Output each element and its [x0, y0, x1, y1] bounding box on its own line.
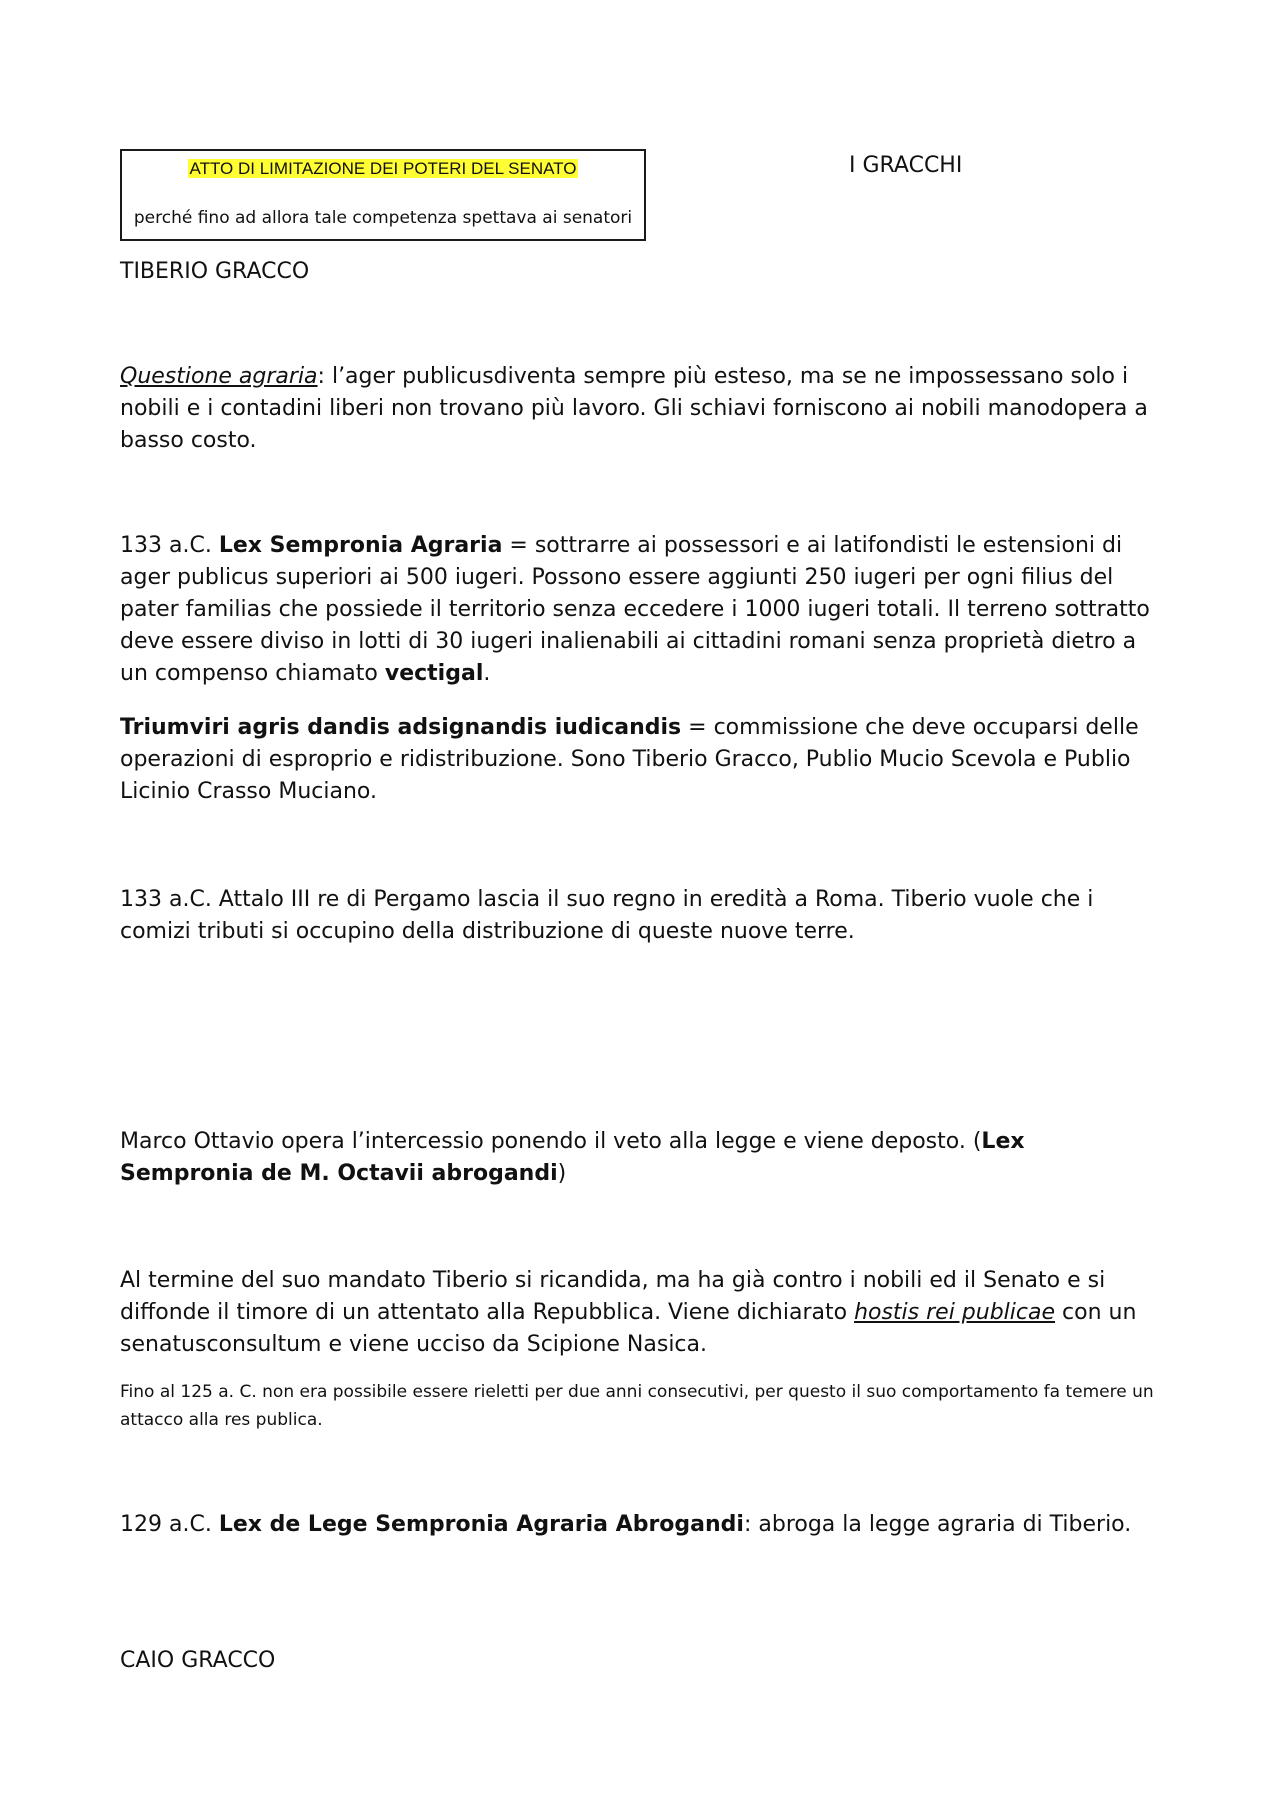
senate-note-box — [120, 149, 646, 241]
paragraph-attalo: 133 a.C. Attalo III re di Pergamo lascia il suo regno in eredità a Roma. Tiberio vuole che i comizi tributi si occupino della distribuzione di queste nuove terre. — [120, 887, 1094, 944]
law-name: Lex de Lege Sempronia Agraria Abrogandi — [218, 1512, 744, 1537]
page-title: I GRACCHI — [849, 153, 963, 178]
section-heading-tiberio: TIBERIO GRACCO — [120, 259, 310, 284]
note-heading-highlight: ATTO DI LIMITAZIONE DEI POTERI DEL SENATO — [189, 159, 577, 178]
term-triumviri: Triumviri agris dandis adsignandis iudicandis — [120, 715, 682, 740]
term-questione-agraria: Questione agraria — [120, 364, 318, 389]
paragraph-lex-abrogandi — [120, 1509, 1160, 1541]
paragraph-text: Marco Ottavio opera l’intercessio ponendo il veto alla legge e viene deposto. ( — [120, 1129, 982, 1154]
paragraph-text-end: con un senatusconsultum e viene ucciso da Scipione Nasica. — [120, 1300, 1137, 1357]
note-heading — [122, 158, 644, 180]
term-vectigal: vectigal — [384, 661, 484, 686]
paragraph-questione-agraria — [120, 361, 1160, 457]
section-heading-caio: CAIO GRACCO — [120, 1648, 276, 1673]
paragraph-text: = commissione che deve occuparsi delle operazioni di esproprio e ridistribuzione. Sono Tiberio Gracco, Publio Mucio Scevola e Publio Licinio Crasso Muciano. — [120, 715, 1139, 804]
paragraph-text: : abroga la legge agraria di Tiberio. — [743, 1512, 1132, 1537]
note-text: perché fino ad allora tale competenza spettava ai senatori — [133, 208, 633, 228]
term-hostis-rei-publicae: hostis rei publicae — [854, 1300, 1056, 1325]
punctuation: ) — [557, 1161, 567, 1186]
paragraph-text: Al termine del suo mandato Tiberio si ricandida, ma ha già contro i nobili ed il Senato e si diffonde il timore di un attentato alla Repubblica. Viene dichiarato — [120, 1268, 1106, 1325]
punctuation: . — [483, 661, 491, 686]
paragraph-triumviri — [120, 712, 1160, 808]
paragraph-lex-sempronia-agraria — [120, 530, 1160, 690]
law-name: Lex Sempronia Agraria — [218, 533, 503, 558]
date: 129 a.C. — [120, 1512, 219, 1537]
paragraph-marco-ottavio — [120, 1126, 1160, 1190]
paragraph-text: : l’ager publicusdiventa sempre più esteso, ma se ne impossessano solo i nobili e i contadini liberi non trovano più lavoro. Gli schiavi forniscono ai nobili manodopera a basso costo. — [120, 364, 1148, 453]
note-rielezione: Fino al 125 a. C. non era possibile essere rieletti per due anni consecutivi, per questo il suo comportamento fa temere un attacco alla res publica. — [120, 1382, 1154, 1430]
law-name: Lex Sempronia de M. Octavii abrogandi — [120, 1129, 1025, 1186]
paragraph-hostis-publicae — [120, 1265, 1160, 1361]
date: 133 a.C. — [120, 533, 219, 558]
paragraph-text: = sottrarre ai possessori e ai latifondisti le estensioni di ager publicus superiori ai 500 iugeri. Possono essere aggiunti 250 iugeri per ogni filius del pater familias che possiede il territorio senza eccedere i 1000 iugeri totali. Il terreno sottratto deve essere diviso in lotti di 30 iugeri inalienabili ai cittadini romani senza proprietà dietro a un compenso chiamato — [120, 533, 1150, 686]
